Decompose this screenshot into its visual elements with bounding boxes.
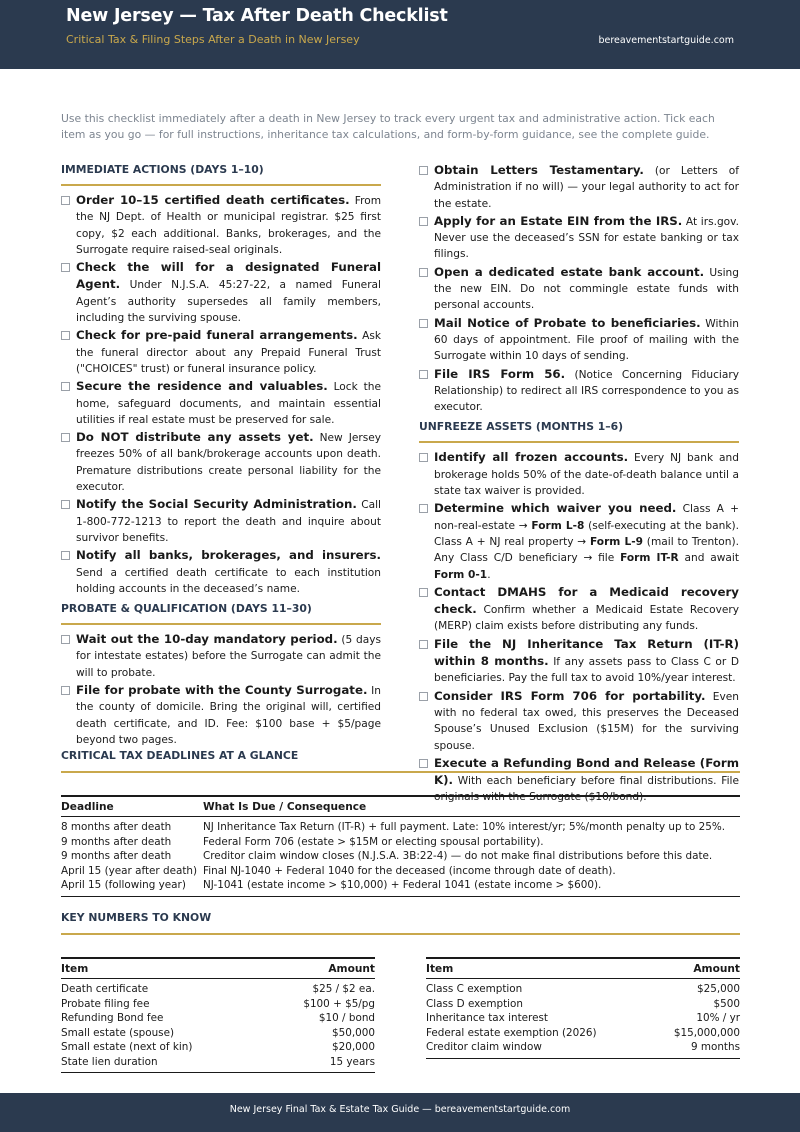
cell-amount: $10 / bond	[318, 1012, 375, 1024]
checklist-item	[61, 496, 381, 546]
checklist-item-detail: Ask the funeral director about any Prepaid Funeral Trust ("CHOICES" trust) or funeral insurance policy.	[76, 330, 381, 375]
checkbox[interactable]	[419, 217, 428, 226]
cell-amount: $50,000	[332, 1026, 375, 1039]
checklist-item-title: Notify the Social Security Administration.	[76, 497, 357, 512]
checkbox[interactable]	[61, 263, 70, 272]
checklist-item	[61, 547, 381, 597]
page-footer: New Jersey Final Tax & Estate Tax Guide — bereavementstartguide.com	[0, 1093, 800, 1132]
table-row	[426, 979, 740, 997]
checkbox[interactable]	[61, 196, 70, 205]
checkbox[interactable]	[61, 551, 70, 560]
checklist-probate	[61, 631, 381, 748]
cell-amount: 10% / yr	[696, 1012, 740, 1024]
checklist-item	[61, 682, 381, 748]
checklist-item-detail: New Jersey freezes 50% of all bank/brokerage accounts upon death. Premature distributions create personal liability for the executor.	[76, 432, 382, 494]
section-heading-probate: PROBATE & QUALIFICATION (DAYS 11–30)	[61, 601, 381, 625]
checklist-item-detail: Under N.J.S.A. 45:27-22, a named Funeral Agent’s authority supersedes all family members, including the surviving spouse.	[76, 279, 381, 325]
cell-deadline: 9 months after death	[61, 850, 172, 862]
section-heading-unfreeze: UNFREEZE ASSETS (MONTHS 1–6)	[419, 419, 739, 443]
checklist-item	[419, 213, 739, 263]
key-numbers-table-right	[426, 957, 740, 1059]
table-row	[61, 997, 375, 1012]
checklist-item-title: Do NOT distribute any assets yet.	[76, 430, 314, 445]
detail-text: (self-executing at the bank). Class A + NJ real property →	[434, 519, 739, 548]
form-name: Form L-8	[531, 519, 585, 532]
table-row	[61, 864, 740, 879]
column-header-deadline: Deadline	[61, 796, 203, 817]
cell-deadline: 8 months after death	[61, 821, 172, 833]
checkbox[interactable]	[61, 686, 70, 695]
cell-amount: 15 years	[329, 1055, 375, 1068]
column-header-item: Item	[61, 958, 264, 979]
cell-what: Final NJ-1040 + Federal 1040 for the deceased (income through date of death).	[203, 864, 616, 877]
checklist-item-title: File IRS Form 56.	[434, 366, 566, 381]
checklist-item-title: File the NJ Inheritance Tax Return (IT-R) within 8 months.	[434, 636, 739, 669]
cell-amount: $25 / $2 ea.	[312, 983, 375, 995]
checklist-item	[61, 259, 381, 326]
checklist-item-detail: Lock the home, safeguard documents, and maintain essential utilities if real estate must be preserved for sale.	[76, 381, 381, 426]
checklist-item	[419, 584, 739, 635]
cell-item: Probate filing fee	[61, 997, 150, 1010]
form-name: Form 0-1	[434, 568, 488, 581]
page-subtitle: Critical Tax & Filing Steps After a Death in New Jersey	[66, 33, 360, 46]
cell-item: Death certificate	[61, 983, 149, 995]
checkbox[interactable]	[61, 382, 70, 391]
checklist-item	[419, 366, 739, 416]
checkbox[interactable]	[419, 370, 428, 379]
checklist-item	[419, 264, 739, 314]
checklist-item-title: Open a dedicated estate bank account.	[434, 264, 705, 279]
checklist-item-detail: From the NJ Dept. of Health or municipal registrar. $25 first copy, $2 each additional. Banks, brokerages, and the Surrogate require raised-seal originals.	[76, 195, 382, 256]
checklist-item-title: Order 10–15 certified death certificates.	[76, 193, 350, 207]
cell-deadline: 9 months after death	[61, 835, 172, 848]
section-heading-key-numbers: KEY NUMBERS TO KNOW	[61, 911, 740, 935]
checklist-item-title: Mail Notice of Probate to beneficiaries.	[434, 315, 701, 330]
column-header-item: Item	[426, 958, 652, 979]
checklist-item-title: Apply for an Estate EIN from the IRS.	[434, 213, 683, 228]
table-row	[61, 817, 740, 835]
table-row	[61, 1040, 375, 1055]
cell-item: Class D exemption	[426, 997, 523, 1010]
section-heading-deadlines: CRITICAL TAX DEADLINES AT A GLANCE	[61, 749, 740, 773]
table-row	[426, 997, 740, 1012]
checklist-item-title: Wait out the 10-day mandatory period.	[76, 632, 338, 647]
checklist-item	[61, 378, 381, 428]
checkbox[interactable]	[419, 453, 428, 462]
cell-amount: $25,000	[697, 983, 740, 995]
checklist-item	[419, 688, 739, 754]
cell-amount: $500	[713, 997, 740, 1010]
checklist-item-title: File for probate with the County Surrogate.	[76, 683, 368, 698]
checklist-item	[61, 429, 381, 495]
checklist-item-title: Notify all banks, brokerages, and insurers.	[76, 548, 381, 563]
checklist-item-title: Contact DMAHS for a Medicaid recovery check.	[434, 584, 739, 617]
section-heading-immediate: IMMEDIATE ACTIONS (DAYS 1–10)	[61, 162, 381, 186]
table-row	[426, 1026, 740, 1041]
right-column	[419, 162, 739, 807]
checklist-item	[419, 500, 739, 582]
cell-item: Federal estate exemption (2026)	[426, 1026, 597, 1039]
cell-what: NJ Inheritance Tax Return (IT-R) + full payment. Late: 10% interest/yr; 5%/month penalty up to 25%.	[203, 821, 726, 833]
table-row	[426, 1040, 740, 1058]
checklist-item	[419, 315, 739, 365]
checkbox[interactable]	[419, 504, 428, 513]
detail-text: Class A + non-real-estate →	[434, 503, 739, 532]
key-numbers-table-left	[61, 957, 375, 1073]
checklist-item-detail: At irs.gov. Never use the deceased’s SSN for estate banking or tax filings.	[434, 215, 739, 261]
checklist-item-detail: Send a certified death certificate to each institution holding accounts in the deceased’s name.	[76, 566, 381, 595]
cell-amount: 9 months	[690, 1041, 740, 1053]
cell-what: Creditor claim window closes (N.J.S.A. 3B:22-4) — do not make final distributions before this date.	[203, 850, 713, 862]
form-name: Form IT-R	[620, 552, 679, 565]
table-row	[61, 878, 740, 896]
detail-text: and await	[678, 552, 739, 565]
checklist-qualification	[419, 162, 739, 415]
checklist-immediate	[61, 192, 381, 597]
checklist-item-detail: Call 1-800-772-1213 to report the death and inquire about survivor benefits.	[76, 499, 381, 544]
cell-item: Small estate (spouse)	[61, 1026, 175, 1039]
checklist-item	[419, 162, 739, 212]
site-link[interactable]: bereavementstartguide.com	[598, 35, 734, 46]
checklist-item	[61, 192, 381, 258]
checklist-item-detail: Every NJ bank and brokerage holds 50% of the date-of-death balance until a state tax waiver is provided.	[434, 452, 739, 498]
checkbox[interactable]	[419, 588, 428, 597]
checklist-item-detail: (or Letters of Administration if no will) — your legal authority to act for the estate.	[434, 165, 739, 210]
cell-amount: $100 + $5/pg	[303, 997, 375, 1010]
cell-item: Inheritance tax interest	[426, 1012, 548, 1024]
checklist-item-title: Determine which waiver you need.	[434, 501, 677, 516]
cell-item: Refunding Bond fee	[61, 1012, 164, 1024]
detail-text: (mail to Trenton). Any Class C/D beneficiary → file	[434, 535, 740, 565]
cell-amount: $20,000	[332, 1041, 375, 1053]
checklist-item-title: Check the will for a designated Funeral Agent.	[76, 260, 381, 292]
checklist-item-title: Check for pre-paid funeral arrangements.	[76, 328, 358, 343]
deadlines-table	[61, 795, 740, 897]
table-row	[426, 1011, 740, 1026]
column-header-what: What Is Due / Consequence	[203, 796, 740, 817]
checklist-item-title: Secure the residence and valuables.	[76, 379, 328, 394]
detail-text: .	[487, 568, 491, 581]
checklist-item-detail: Even with no federal tax owed, this preserves the Deceased Spouse’s Unused Exclusion ($15M) for the surviving spouse.	[434, 690, 739, 752]
table-row	[61, 1055, 375, 1073]
checkbox[interactable]	[419, 692, 428, 701]
checkbox[interactable]	[61, 500, 70, 509]
cell-deadline: April 15 (year after death)	[61, 864, 198, 877]
checklist-item-title: Obtain Letters Testamentary.	[434, 163, 644, 177]
column-header-amount: Amount	[264, 958, 375, 979]
table-row	[61, 979, 375, 997]
checklist-item	[419, 449, 739, 499]
checklist-item	[419, 636, 739, 687]
cell-amount: $15,000,000	[673, 1026, 740, 1039]
checklist-item-detail: Confirm whether a Medicaid Estate Recovery (MERP) claim exists before distributing any funds.	[434, 604, 739, 633]
left-column	[61, 162, 381, 749]
checklist-item-detail: In the county of domicile. Bring the original will, certified death certificate, and ID. Fee: $100 base + $5/page beyond two pages.	[76, 685, 381, 746]
page-title: New Jersey — Tax After Death Checklist	[66, 6, 448, 26]
cell-deadline: April 15 (following year)	[61, 879, 186, 891]
checklist-item-detail: Within 60 days of appointment. File proof of mailing with the Surrogate within 10 days of sending.	[434, 317, 739, 363]
table-row	[61, 835, 740, 850]
cell-item: Small estate (next of kin)	[61, 1041, 193, 1053]
cell-what: NJ-1041 (estate income > $10,000) + Federal 1041 (estate income > $600).	[203, 879, 602, 891]
cell-item: Class C exemption	[426, 983, 523, 995]
checkbox[interactable]	[419, 319, 428, 328]
checkbox[interactable]	[419, 640, 428, 649]
checkbox[interactable]	[419, 268, 428, 277]
cell-what: Federal Form 706 (estate > $15M or electing spousal portability).	[203, 835, 544, 848]
intro-text: Use this checklist immediately after a death in New Jersey to track every urgent tax and administrative action. Tick each item as you go — for full instructions, inheritance tax calculations, and form-by-form guidance, see the complete guide.	[61, 112, 715, 142]
checkbox[interactable]	[61, 635, 70, 644]
checklist-item-detail: If any assets pass to Class C or D beneficiaries. Pay the full tax to avoid 10%/year interest.	[434, 656, 739, 685]
checklist-item-detail: (5 days for intestate estates) before the Surrogate can admit the will to probate.	[76, 634, 381, 679]
cell-item: Creditor claim window	[426, 1041, 542, 1053]
checklist-item	[61, 631, 381, 681]
checkbox[interactable]	[61, 433, 70, 442]
page-header	[0, 0, 800, 69]
form-name: Form L-9	[590, 535, 643, 548]
table-row	[61, 1026, 375, 1041]
checkbox[interactable]	[61, 331, 70, 340]
checklist-item-title: Execute a Refunding Bond and Release (Form K).	[434, 755, 739, 788]
checklist-item-detail: (Notice Concerning Fiduciary Relationship) to redirect all IRS correspondence to you as executor.	[434, 368, 739, 414]
table-row	[61, 1011, 375, 1026]
checklist-item-detail: Using the new EIN. Do not commingle estate funds with personal accounts.	[434, 266, 739, 312]
checklist-item-detail: With each beneficiary before final distributions. File originals with the Surrogate ($10/bond).	[434, 775, 739, 804]
column-header-amount: Amount	[652, 958, 740, 979]
checkbox[interactable]	[419, 166, 428, 175]
checklist-item	[61, 327, 381, 377]
checklist-item-title: Identify all frozen accounts.	[434, 450, 629, 465]
cell-item: State lien duration	[61, 1055, 158, 1068]
table-row	[61, 849, 740, 864]
checklist-item-title: Consider IRS Form 706 for portability.	[434, 688, 706, 703]
